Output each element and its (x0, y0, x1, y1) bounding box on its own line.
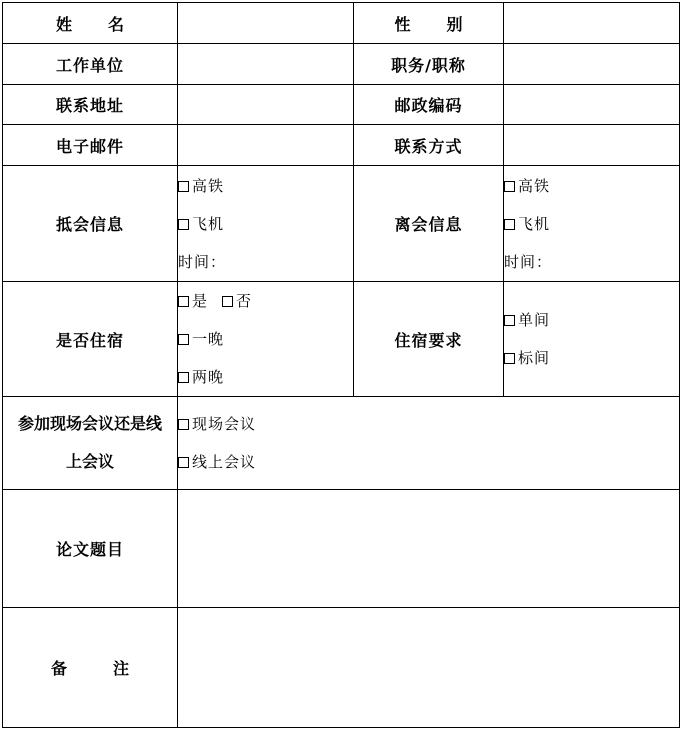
departure-options (504, 166, 680, 282)
checkbox-icon[interactable] (504, 181, 515, 192)
departure-time-label: 时间： (504, 252, 553, 271)
lodging-one-night-option[interactable] (178, 320, 353, 358)
lodging-label: 是否住宿 (3, 282, 178, 397)
attendance-online-option[interactable] (178, 443, 679, 481)
name-field[interactable] (178, 3, 354, 44)
lodging-no-label: 否 (236, 292, 253, 310)
employer-label: 工作单位 (3, 44, 178, 85)
arrival-plane-label: 飞机 (192, 214, 225, 233)
position-field[interactable] (504, 44, 680, 85)
lodging-yes-no-line (178, 282, 353, 320)
checkbox-icon[interactable] (178, 296, 189, 307)
checkbox-icon[interactable] (504, 353, 515, 364)
room-standard-label: 标间 (518, 349, 551, 367)
arrival-train-option[interactable] (178, 167, 353, 205)
checkbox-icon[interactable] (178, 372, 189, 383)
registration-form-table (2, 2, 680, 728)
email-label: 电子邮件 (3, 125, 178, 166)
lodging-options (178, 282, 354, 397)
checkbox-icon[interactable] (178, 219, 189, 230)
paper-title-field[interactable] (178, 490, 680, 608)
lodging-yes-option[interactable] (178, 292, 208, 310)
lodging-yes-label: 是 (192, 292, 209, 310)
room-options (504, 282, 680, 397)
email-field[interactable] (178, 125, 354, 166)
contact-label: 联系方式 (354, 125, 504, 166)
gender-label-cell (354, 3, 504, 44)
attendance-online-label: 线上会议 (192, 453, 257, 471)
attendance-onsite-option[interactable] (178, 405, 679, 443)
arrival-train-label: 高铁 (192, 176, 225, 195)
attendance-label (3, 397, 178, 490)
room-standard-option[interactable] (504, 339, 679, 377)
arrival-label: 抵会信息 (3, 166, 178, 282)
lodging-two-nights-option[interactable] (178, 358, 353, 396)
checkbox-icon[interactable] (178, 181, 189, 192)
employer-field[interactable] (178, 44, 354, 85)
row-paper-title (3, 490, 680, 608)
remarks-field[interactable] (178, 608, 680, 728)
departure-plane-option[interactable] (504, 205, 679, 243)
row-email-contact (3, 125, 680, 166)
checkbox-icon[interactable] (178, 457, 189, 468)
lodging-no-option[interactable] (222, 292, 252, 310)
gender-label: 性别 (394, 14, 499, 34)
address-label: 联系地址 (3, 85, 178, 125)
lodging-two-nights-label: 两晚 (192, 368, 225, 386)
name-label-cell (3, 3, 178, 44)
room-single-label: 单间 (518, 311, 551, 329)
remarks-label: 备注 (50, 659, 175, 678)
name-label: 姓名 (55, 14, 160, 34)
arrival-plane-option[interactable] (178, 205, 353, 243)
postcode-field[interactable] (504, 85, 680, 125)
departure-time-field[interactable] (504, 243, 679, 281)
departure-label: 离会信息 (354, 166, 504, 282)
row-attendance (3, 397, 680, 490)
row-employer-position (3, 44, 680, 85)
checkbox-icon[interactable] (178, 419, 189, 430)
postcode-label: 邮政编码 (354, 85, 504, 125)
room-label: 住宿要求 (354, 282, 504, 397)
arrival-time-field[interactable] (178, 243, 353, 281)
checkbox-icon[interactable] (222, 296, 233, 307)
gender-field[interactable] (504, 3, 680, 44)
row-address-postcode (3, 85, 680, 125)
attendance-options (178, 397, 680, 490)
row-lodging-room (3, 282, 680, 397)
departure-train-label: 高铁 (518, 176, 551, 195)
attendance-label-line1: 参加现场会议还是线 (17, 414, 162, 433)
row-arrival-departure (3, 166, 680, 282)
position-label: 职务/职称 (354, 44, 504, 85)
attendance-label-line2: 上会议 (65, 452, 114, 471)
checkbox-icon[interactable] (178, 334, 189, 345)
departure-plane-label: 飞机 (518, 214, 551, 233)
paper-title-label: 论文题目 (3, 490, 178, 608)
attendance-onsite-label: 现场会议 (192, 415, 257, 433)
arrival-options (178, 166, 354, 282)
contact-field[interactable] (504, 125, 680, 166)
row-name-gender (3, 3, 680, 44)
departure-train-option[interactable] (504, 167, 679, 205)
remarks-label-cell (3, 608, 178, 728)
checkbox-icon[interactable] (504, 315, 515, 326)
row-remarks (3, 608, 680, 728)
address-field[interactable] (178, 85, 354, 125)
checkbox-icon[interactable] (504, 219, 515, 230)
lodging-one-night-label: 一晚 (192, 330, 225, 348)
room-single-option[interactable] (504, 301, 679, 339)
arrival-time-label: 时间： (178, 252, 227, 271)
